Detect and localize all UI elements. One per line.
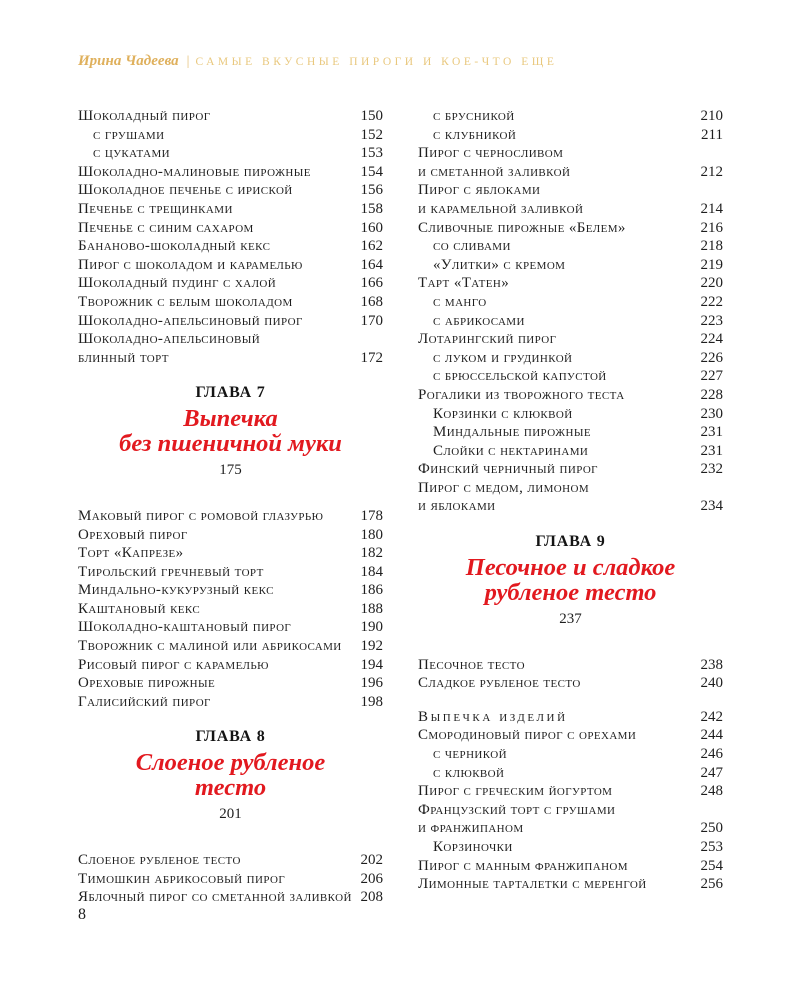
toc-entry xyxy=(78,274,383,293)
toc-entry-page: 212 xyxy=(700,163,723,180)
toc-entry xyxy=(78,674,383,693)
chapter-label: ГЛАВА 9 xyxy=(535,533,606,551)
toc-left-column xyxy=(78,107,383,907)
toc-entry xyxy=(78,581,383,600)
toc-entry xyxy=(78,349,383,368)
toc-entry xyxy=(418,349,723,368)
toc-entry-page: 246 xyxy=(700,746,723,763)
toc-entry xyxy=(418,442,723,461)
toc-entry-title: блинный торт xyxy=(78,349,169,366)
toc-entry-page: 188 xyxy=(360,600,383,617)
toc-entry-page: 172 xyxy=(360,349,383,366)
toc-entry-page: 184 xyxy=(360,563,383,580)
toc-entry xyxy=(78,637,383,656)
toc-entry-title: с брюссельской капустой xyxy=(433,368,607,385)
toc-entry-title: Творожник с малиной или абрикосами xyxy=(78,638,342,655)
chapter-start-page: 201 xyxy=(219,806,242,823)
toc-entry-title: Шоколадный пудинг с халой xyxy=(78,275,277,292)
toc-entry-title: Финский черничный пирог xyxy=(418,461,598,478)
toc-entry-page: 152 xyxy=(360,126,383,143)
toc-entry xyxy=(418,708,723,727)
toc-entry-page: 247 xyxy=(700,764,723,781)
toc-entry xyxy=(418,479,723,498)
toc-entry-page: 223 xyxy=(700,312,723,329)
toc-entry xyxy=(418,764,723,783)
toc-entry-page: 186 xyxy=(360,582,383,599)
toc-entry-title: Сливочные пирожные «Белем» xyxy=(418,219,626,236)
toc-entry xyxy=(78,870,383,889)
toc-entry-page: 222 xyxy=(700,293,723,310)
toc-entry xyxy=(78,526,383,545)
toc-entry-title: с абрикосами xyxy=(433,312,525,329)
toc-entry xyxy=(78,219,383,238)
toc-entry-title: Печенье с трещинками xyxy=(78,200,233,217)
toc-entry-page: 196 xyxy=(360,675,383,692)
toc-entry-title: и карамельной заливкой xyxy=(418,200,584,217)
toc-entry-page: 214 xyxy=(700,200,723,217)
toc-entry-page: 180 xyxy=(360,526,383,543)
toc-entry-title: Смородиновый пирог с орехами xyxy=(418,727,637,744)
toc-entry-title: Пирог с яблоками xyxy=(418,182,541,199)
toc-entry-title: с грушами xyxy=(93,126,165,143)
header-separator: | xyxy=(186,54,190,69)
toc-entry-page: 194 xyxy=(360,656,383,673)
toc-entry-page: 240 xyxy=(700,675,723,692)
toc-entry xyxy=(78,256,383,275)
toc-entry xyxy=(78,293,383,312)
toc-entry-title: Шоколадно-каштановый пирог xyxy=(78,619,292,636)
toc-entry xyxy=(418,656,723,675)
toc-entry xyxy=(418,857,723,876)
toc-entry-page: 164 xyxy=(360,256,383,273)
chapter-label: ГЛАВА 7 xyxy=(195,384,266,402)
toc-entry-title: Творожник с белым шоколадом xyxy=(78,293,293,310)
chapter-heading xyxy=(418,531,723,629)
toc-entry-title: с черникой xyxy=(433,746,507,763)
toc-entry-title: со сливами xyxy=(433,238,511,255)
toc-entry xyxy=(418,144,723,163)
toc-entry-page: 150 xyxy=(360,108,383,124)
toc-entry-page: 226 xyxy=(700,349,723,366)
toc-entry-title: Пирог с греческим йогуртом xyxy=(418,783,613,800)
toc-entry-page: 219 xyxy=(700,256,723,273)
page-header xyxy=(78,52,723,70)
toc-entry xyxy=(418,330,723,349)
toc-entry xyxy=(78,656,383,675)
toc-entry-title: с брусникой xyxy=(433,108,515,124)
toc-entry-title: Корзинки с клюквой xyxy=(433,405,573,422)
toc-entry-page: 254 xyxy=(700,857,723,874)
toc-entry-title: Тимошкин абрикосовый пирог xyxy=(78,870,286,887)
toc-entry xyxy=(78,563,383,582)
toc-entry xyxy=(418,219,723,238)
toc-entry xyxy=(418,782,723,801)
toc-entry-page: 228 xyxy=(700,386,723,403)
toc-entry-page: 256 xyxy=(700,876,723,893)
toc-entry-page: 248 xyxy=(700,783,723,800)
toc-entry xyxy=(418,497,723,516)
chapter-title-line: рубленое тесто xyxy=(484,579,657,607)
toc-entry-page: 208 xyxy=(360,889,383,906)
toc-entry-page: 250 xyxy=(700,820,723,837)
toc-entry-title: Миндальные пирожные xyxy=(433,424,591,441)
toc-entry-page: 211 xyxy=(701,126,723,143)
toc-entry-title: и сметанной заливкой xyxy=(418,163,571,180)
chapter-heading xyxy=(78,382,383,480)
toc-entry-title: Миндально-кукурузный кекс xyxy=(78,582,274,599)
toc-entry-page: 232 xyxy=(700,461,723,478)
chapter-start-page: 237 xyxy=(559,611,582,628)
toc-entry-title: Слоеное рубленое тесто xyxy=(78,852,241,869)
toc-entry xyxy=(78,507,383,526)
toc-entry-title: Шоколадно-апельсиновый пирог xyxy=(78,312,303,329)
toc-entry-title: Рисовый пирог с карамелью xyxy=(78,656,269,673)
toc-entry-title: Ореховые пирожные xyxy=(78,675,216,692)
toc-entry-page: 190 xyxy=(360,619,383,636)
chapter-title-line: тесто xyxy=(194,774,267,802)
toc-entry xyxy=(418,200,723,219)
toc-entry-title: с цукатами xyxy=(93,145,170,162)
toc-entry xyxy=(418,875,723,894)
author-name: Ирина Чадеева xyxy=(78,53,179,69)
toc-entry xyxy=(78,107,383,126)
toc-entry-title: Тирольский гречневый торт xyxy=(78,563,264,580)
chapter-title-line: Выпечка xyxy=(183,405,278,433)
toc-entry-page: 218 xyxy=(700,238,723,255)
toc-entry-title: с луком и грудинкой xyxy=(433,349,573,366)
toc-entry xyxy=(418,386,723,405)
toc-entry-title: Галисийский пирог xyxy=(78,693,211,710)
toc-entry-title: с манго xyxy=(433,293,487,310)
toc-entry xyxy=(78,330,383,349)
toc-entry xyxy=(418,801,723,820)
toc-entry-title: Яблочный пирог со сметанной заливкой xyxy=(78,889,352,906)
toc-entry xyxy=(418,745,723,764)
toc-entry-page: 170 xyxy=(360,312,383,329)
toc-entry-title: с клубникой xyxy=(433,126,517,143)
chapter-title-line: Песочное и сладкое xyxy=(465,554,676,582)
toc-entry xyxy=(78,312,383,331)
toc-entry-page: 242 xyxy=(700,708,723,725)
toc-entry xyxy=(418,819,723,838)
toc-entry xyxy=(418,423,723,442)
toc-entry-page: 154 xyxy=(360,163,383,180)
toc-entry-page: 162 xyxy=(360,238,383,255)
toc-entry-title: Выпечка изделий xyxy=(418,708,568,725)
toc-entry xyxy=(78,237,383,256)
toc-entry xyxy=(418,312,723,331)
toc-entry-title: с клюквой xyxy=(433,764,505,781)
toc-entry-page: 216 xyxy=(700,219,723,236)
toc-entry-title: Пирог с манным франжипаном xyxy=(418,857,628,874)
toc-entry-title: Тарт «Татен» xyxy=(418,275,510,292)
toc-entry xyxy=(418,274,723,293)
toc-entry xyxy=(418,726,723,745)
toc-columns xyxy=(78,107,723,907)
toc-entry-title: Шоколадный пирог xyxy=(78,108,211,124)
toc-entry-title: Пирог с шоколадом и карамелью xyxy=(78,256,303,273)
toc-entry xyxy=(418,460,723,479)
toc-entry-title: Песочное тесто xyxy=(418,656,525,673)
toc-entry-page: 224 xyxy=(700,331,723,348)
toc-entry-title: Бананово-шоколадный кекс xyxy=(78,238,271,255)
toc-entry-page: 192 xyxy=(360,638,383,655)
toc-entry-title: и франжипаном xyxy=(418,820,524,837)
toc-entry-title: Пирог с медом, лимоном xyxy=(418,479,589,496)
toc-entry-page: 153 xyxy=(360,145,383,162)
toc-entry xyxy=(78,126,383,145)
toc-entry-page: 168 xyxy=(360,293,383,310)
toc-entry-page: 202 xyxy=(360,852,383,869)
toc-entry xyxy=(78,600,383,619)
toc-entry-title: Каштановый кекс xyxy=(78,600,201,617)
toc-entry xyxy=(78,544,383,563)
toc-entry xyxy=(418,838,723,857)
toc-entry-title: Печенье с синим сахаром xyxy=(78,219,254,236)
toc-entry xyxy=(78,144,383,163)
toc-entry-title: Лотарингский пирог xyxy=(418,331,557,348)
toc-entry-page: 158 xyxy=(360,200,383,217)
toc-entry xyxy=(418,256,723,275)
book-title: САМЫЕ ВКУСНЫЕ ПИРОГИ И КОЕ-ЧТО ЕЩЕ xyxy=(195,56,558,68)
toc-entry xyxy=(78,888,383,907)
toc-right-column xyxy=(418,107,723,907)
toc-entry-title: Слойки с нектаринами xyxy=(433,442,589,459)
toc-entry xyxy=(418,126,723,145)
toc-entry-title: Шоколадно-апельсиновый xyxy=(78,331,261,348)
chapter-start-page: 175 xyxy=(219,462,242,479)
toc-entry xyxy=(78,618,383,637)
toc-entry-page: 182 xyxy=(360,545,383,562)
toc-entry-title: Пирог с черносливом xyxy=(418,145,564,162)
toc-entry-page: 244 xyxy=(700,727,723,744)
toc-entry xyxy=(418,107,723,126)
toc-entry-page: 166 xyxy=(360,275,383,292)
toc-entry-page: 227 xyxy=(700,368,723,385)
folio-page-number: 8 xyxy=(78,906,86,923)
toc-entry-title: Французский торт с грушами xyxy=(418,801,616,818)
toc-entry-title: Лимонные тарталетки с меренгой xyxy=(418,876,647,893)
toc-entry xyxy=(418,163,723,182)
toc-entry-page: 178 xyxy=(360,507,383,524)
toc-entry xyxy=(418,674,723,693)
toc-entry-page: 231 xyxy=(700,442,723,459)
toc-entry-page: 210 xyxy=(700,108,723,124)
toc-entry-page: 206 xyxy=(360,870,383,887)
toc-spacer xyxy=(418,693,723,708)
toc-entry-title: Шоколадное печенье с ириской xyxy=(78,182,293,199)
chapter-heading xyxy=(78,726,383,824)
toc-entry-page: 160 xyxy=(360,219,383,236)
toc-entry-title: Маковый пирог с ромовой глазурью xyxy=(78,507,324,524)
toc-entry xyxy=(418,405,723,424)
toc-entry-page: 156 xyxy=(360,182,383,199)
toc-entry-page: 230 xyxy=(700,405,723,422)
toc-entry-page: 234 xyxy=(700,498,723,515)
toc-entry-title: Шоколадно-малиновые пирожные xyxy=(78,163,311,180)
toc-entry xyxy=(78,851,383,870)
chapter-title-line: Слоеное рубленое xyxy=(135,749,326,777)
chapter-title-line: без пшеничной муки xyxy=(119,430,342,458)
toc-entry-page: 238 xyxy=(700,656,723,673)
toc-entry xyxy=(418,181,723,200)
toc-entry-title: Сладкое рубленое тесто xyxy=(418,675,581,692)
toc-entry-title: Рогалики из творожного теста xyxy=(418,386,625,403)
toc-entry xyxy=(418,293,723,312)
toc-entry xyxy=(418,237,723,256)
toc-entry-page: 198 xyxy=(360,693,383,710)
toc-entry xyxy=(78,200,383,219)
chapter-label: ГЛАВА 8 xyxy=(195,728,266,746)
toc-entry-title: Корзиночки xyxy=(433,839,513,855)
toc-entry xyxy=(78,163,383,182)
toc-entry-title: Торт «Капрезе» xyxy=(78,545,184,562)
toc-entry xyxy=(418,367,723,386)
toc-entry xyxy=(78,181,383,200)
toc-entry xyxy=(78,693,383,712)
toc-entry-title: Ореховый пирог xyxy=(78,526,188,543)
toc-entry-title: «Улитки» с кремом xyxy=(433,256,566,273)
toc-entry-page: 220 xyxy=(700,275,723,292)
toc-entry-page: 231 xyxy=(700,424,723,441)
toc-entry-page: 253 xyxy=(700,839,723,855)
toc-entry-title: и яблоками xyxy=(418,498,496,515)
